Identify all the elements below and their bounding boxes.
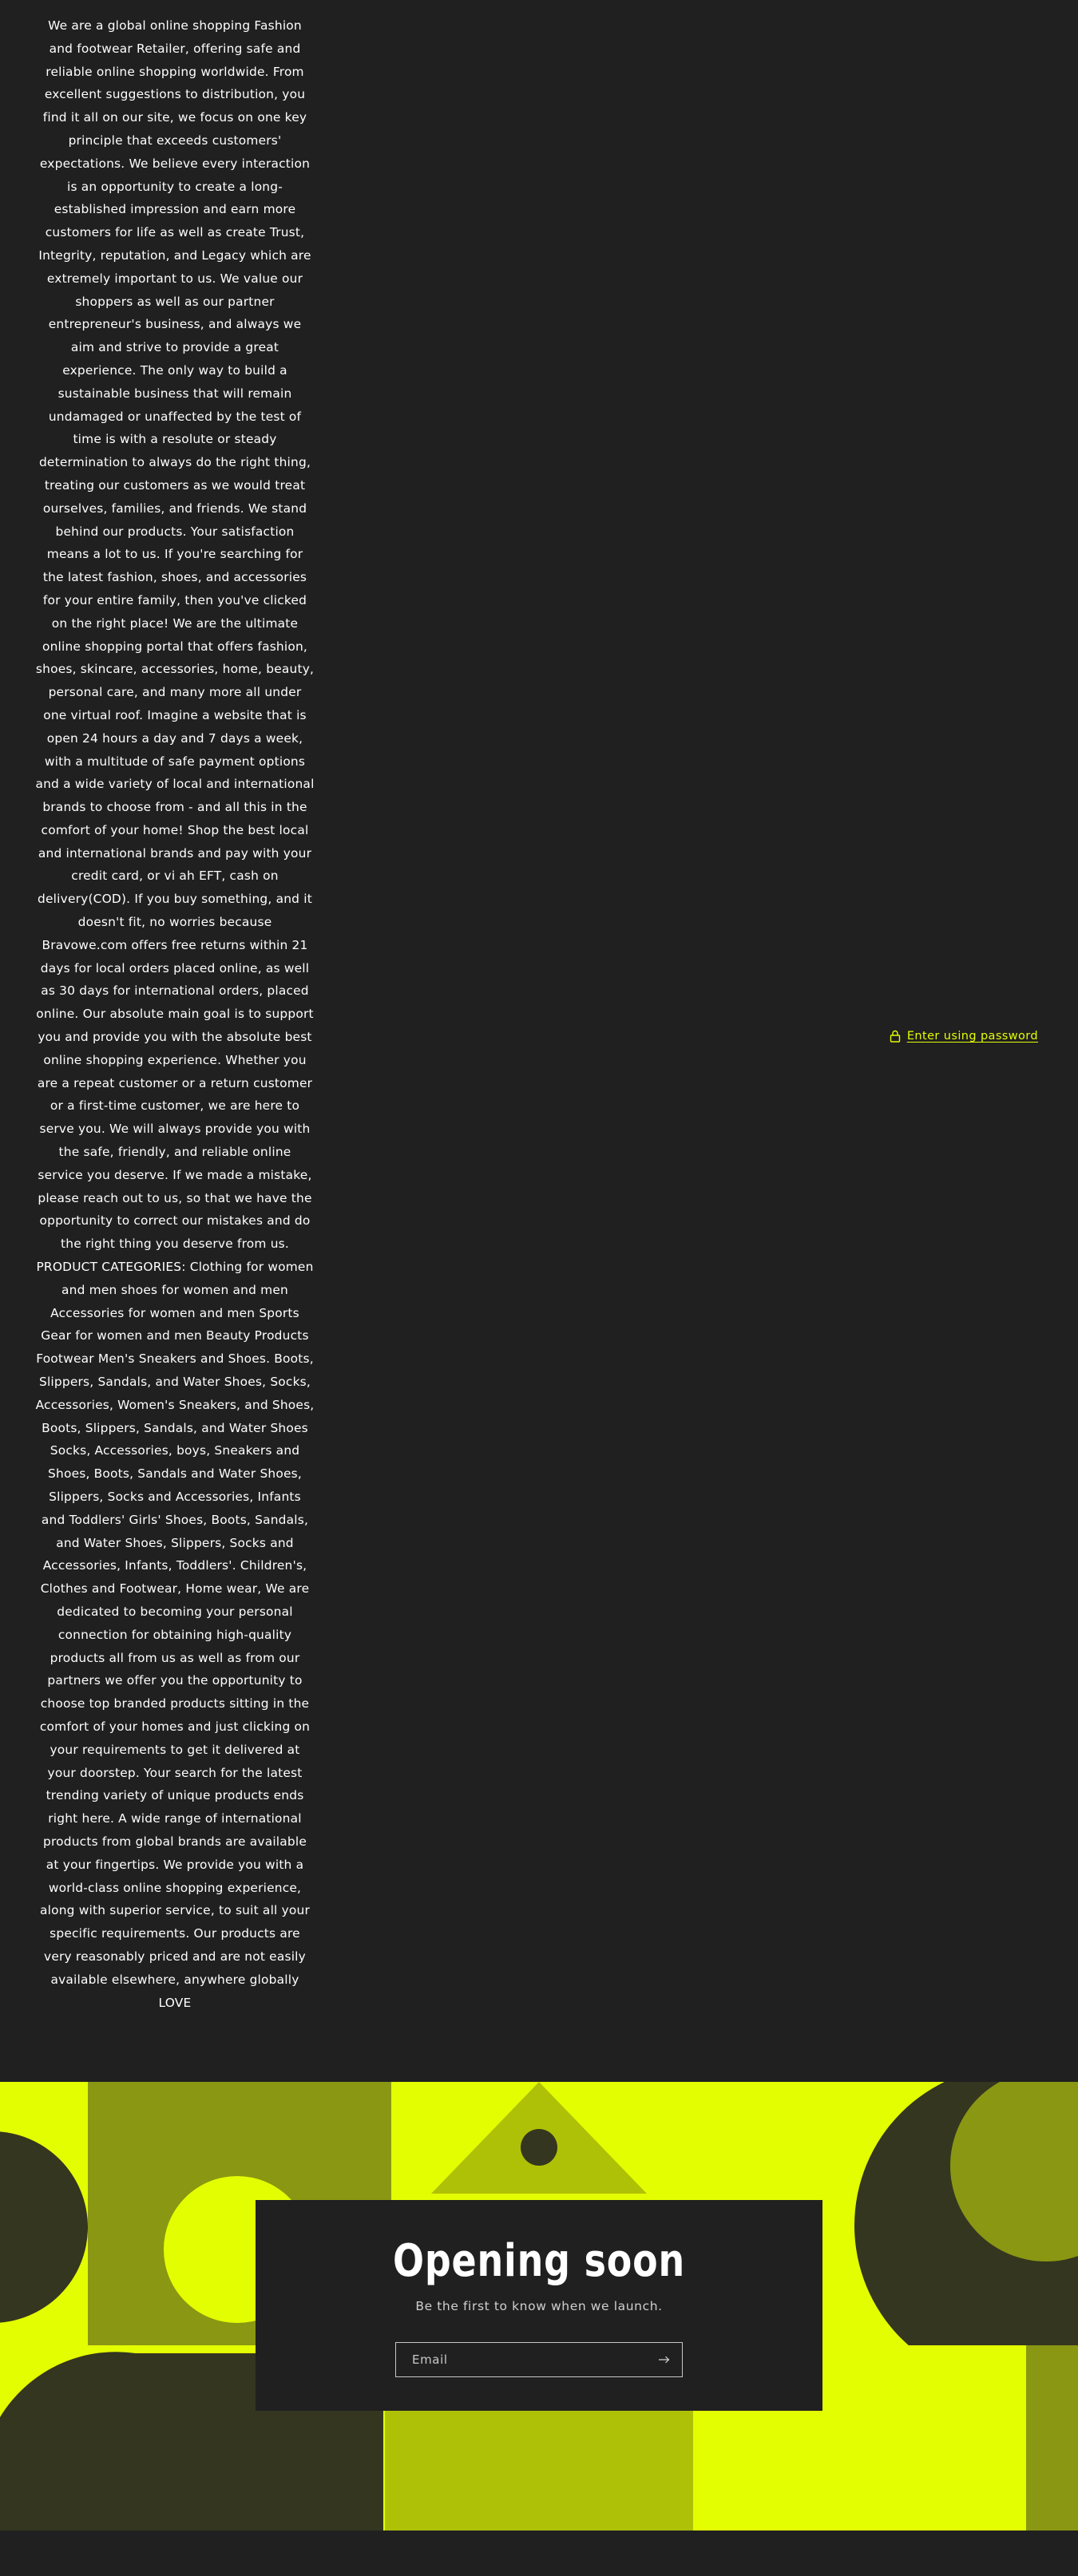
lock-icon [890,1030,901,1043]
email-input[interactable] [396,2343,647,2376]
newsletter-card [256,2200,822,2411]
subscribe-button[interactable] [647,2342,682,2377]
enter-password-label: Enter using password [906,1030,1038,1043]
store-description: We are a global online shopping Fashion and footwear Retailer, offering safe and reliable online shopping worldwide. From excellent suggestions to distribution, you find it all on our site, we focus on one key principle that exceeds customers' expectations. We believe every interaction is an opportunity to create a long-established impression and earn more customers for life as well as create Trust, Integrity, reputation, and Legacy which are extremely important to us. We value our shoppers as well as our partner entrepreneur's business, and always we aim and strive to provide a great experience. The only way to build a sustainable business that will remain undamaged or unaffected by the test of time is with a resolute or steady determination to always do the right thing, treating our customers as we would treat ourselves, families, and friends. We stand behind our products. Your satisfaction means a lot to us. If you're searching for the latest fashion, shoes, and accessories for your entire family, then you've clicked on the right place! We are the ultimate online shopping portal that offers fashion, shoes, skincare, accessories, home, beauty, personal care, and many more all under one virtual roof. Imagine a website that is open 24 hours a day and 7 days a week, with a multitude of safe payment options and a wide variety of local and international brands to choose from - and all this in the comfort of your home! Shop the best local and international brands and pay with your credit card, or vi ah EFT, cash on delivery(COD). If you buy something, and it doesn't fit, no worries because Bravowe.com offers free returns within 21 days for local orders placed online, as well as 30 days for international orders, placed online. Our absolute main goal is to support you and provide you with the absolute best online shopping experience. Whether you are a repeat customer or a return customer or a first-time customer, we are here to serve you. We will always provide you with the safe, friendly, and reliable online service you deserve. If we made a mistake, please reach out to us, so that we have the opportunity to correct our mistakes and do the right thing you deserve from us. PRODUCT CATEGORIES: Clothing for women and men shoes for women and men Accessories for women and men Sports Gear for women and men Beauty Products Footwear Men's Sneakers and Shoes. Boots, Slippers, Sandals, and Water Shoes, Socks, Accessories, Women's Sneakers, and Shoes, Boots, Slippers, Sandals, and Water Shoes Socks, Accessories, boys, Sneakers and Shoes, Boots, Sandals and Water Shoes, Slippers, Socks and Accessories, Infants and Toddlers' Girls' Shoes, Boots, Sandals, and Water Shoes, Slippers, Socks and Accessories, Infants, Toddlers'. Children's, Clothes and Footwear, Home wear, We are dedicated to becoming your personal connection for obtaining high-quality products all from us as well as from our partners we offer you the opportunity to choose top branded products sitting in the comfort of your homes and just clicking on your requirements to get it delivered at your doorstep. Your search for the latest trending variety of unique products ends right here. A wide range of international products from global brands are available at your fingertips. We provide you with a world-class online shopping experience, along with superior service, to suit all your specific requirements. Our products are very reasonably priced and are not easily available elsewhere, anywhere globally LOVE [35,18,315,2010]
email-form [395,2342,683,2377]
arrow-right-icon [659,2356,670,2364]
enter-password-link[interactable] [890,1030,1038,1043]
opening-soon-title: Opening soon [392,2235,685,2287]
newsletter-subtitle: Be the first to know when we launch. [415,2299,663,2313]
footer [0,2530,1078,2576]
